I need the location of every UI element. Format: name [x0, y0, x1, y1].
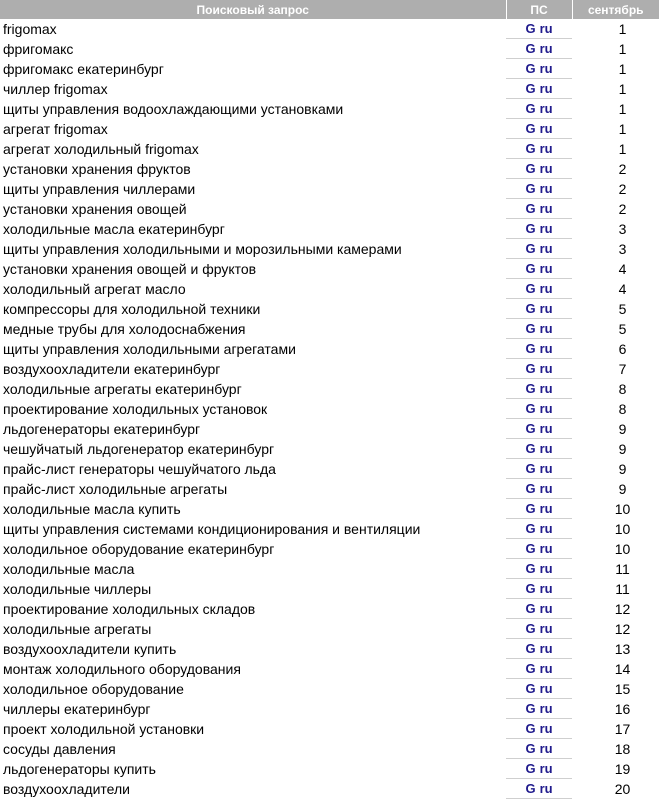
position-cell: 1: [618, 100, 627, 117]
google-icon: G: [525, 741, 536, 756]
position-cell: 4: [618, 260, 627, 277]
google-icon: G: [525, 481, 536, 496]
search-engine-cell: [506, 199, 572, 219]
google-icon: G: [525, 281, 536, 296]
position-cell: 3: [618, 240, 627, 257]
region-label: ru: [539, 361, 553, 376]
google-icon: G: [525, 721, 536, 736]
search-engine-cell: [506, 599, 572, 619]
region-label: ru: [539, 661, 553, 676]
table-header: [0, 0, 659, 19]
search-engine-cell: [506, 159, 572, 179]
search-engine-cell: [506, 439, 572, 459]
search-engine-cell: [506, 19, 572, 39]
google-icon: G: [525, 501, 536, 516]
region-label: ru: [539, 721, 553, 736]
region-label: ru: [539, 541, 553, 556]
header-month: сентябрь: [572, 0, 659, 19]
query-cell: холодильные агрегаты: [3, 620, 152, 637]
query-cell: прайс-лист холодильные агрегаты: [3, 480, 228, 497]
google-icon: G: [525, 41, 536, 56]
query-cell: льдогенераторы купить: [3, 760, 156, 777]
table-row: [0, 639, 659, 659]
search-engine-cell: [506, 379, 572, 399]
table-row: [0, 19, 659, 39]
query-cell: щиты управления системами кондиционирования и вентиляции: [3, 520, 421, 537]
table-row: [0, 539, 659, 559]
table-row: [0, 659, 659, 679]
query-cell: проектирование холодильных установок: [3, 400, 268, 417]
search-engine-cell: [506, 79, 572, 99]
query-cell: холодильные чиллеры: [3, 580, 152, 597]
position-cell: 5: [618, 300, 627, 317]
search-engine-cell: [506, 359, 572, 379]
table-row: [0, 519, 659, 539]
table-row: [0, 159, 659, 179]
region-label: ru: [539, 341, 553, 356]
region-label: ru: [539, 641, 553, 656]
google-icon: G: [525, 61, 536, 76]
google-icon: G: [525, 101, 536, 116]
search-engine-cell: [506, 739, 572, 759]
search-engine-cell: [506, 699, 572, 719]
region-label: ru: [539, 21, 553, 36]
google-icon: G: [525, 641, 536, 656]
google-icon: G: [525, 121, 536, 136]
query-cell: льдогенераторы екатеринбург: [3, 420, 201, 437]
google-icon: G: [525, 401, 536, 416]
query-cell: установки хранения овощей: [3, 200, 187, 217]
region-label: ru: [539, 621, 553, 636]
query-cell: чешуйчатый льдогенератор екатеринбург: [3, 440, 275, 457]
google-icon: G: [525, 361, 536, 376]
query-cell: воздухоохладители купить: [3, 640, 177, 657]
position-cell: 9: [618, 420, 627, 437]
table-row: [0, 79, 659, 99]
search-engine-cell: [506, 319, 572, 339]
position-cell: 20: [614, 780, 631, 797]
query-cell: щиты управления чиллерами: [3, 180, 196, 197]
position-cell: 2: [618, 180, 627, 197]
google-icon: G: [525, 601, 536, 616]
region-label: ru: [539, 741, 553, 756]
position-cell: 11: [615, 580, 630, 597]
search-engine-cell: [506, 219, 572, 239]
table-row: [0, 199, 659, 219]
table-row: [0, 579, 659, 599]
table-row: [0, 499, 659, 519]
search-engine-cell: [506, 399, 572, 419]
query-cell: холодильные агрегаты екатеринбург: [3, 380, 242, 397]
position-cell: 6: [618, 340, 627, 357]
region-label: ru: [539, 61, 553, 76]
position-cell: 10: [614, 520, 631, 537]
table-row: [0, 759, 659, 779]
position-cell: 17: [614, 720, 631, 737]
position-cell: 12: [614, 620, 631, 637]
query-cell: прайс-лист генераторы чешуйчатого льда: [3, 460, 276, 477]
table-row: [0, 59, 659, 79]
query-cell: frigomax: [3, 20, 57, 37]
region-label: ru: [539, 101, 553, 116]
google-icon: G: [525, 261, 536, 276]
query-cell: проектирование холодильных складов: [3, 600, 256, 617]
query-cell: щиты управления холодильными агрегатами: [3, 340, 296, 357]
region-label: ru: [539, 201, 553, 216]
position-cell: 4: [618, 280, 627, 297]
position-cell: 5: [618, 320, 627, 337]
google-icon: G: [525, 381, 536, 396]
google-icon: G: [525, 201, 536, 216]
table-row: [0, 239, 659, 259]
query-cell: агрегат холодильный frigomax: [3, 140, 199, 157]
position-cell: 8: [618, 380, 627, 397]
position-cell: 1: [618, 60, 627, 77]
position-cell: 1: [618, 40, 627, 57]
search-engine-cell: [506, 619, 572, 639]
table-row: [0, 739, 659, 759]
region-label: ru: [539, 521, 553, 536]
position-cell: 1: [618, 80, 627, 97]
table-row: [0, 419, 659, 439]
search-engine-cell: [506, 299, 572, 319]
table-row: [0, 479, 659, 499]
region-label: ru: [539, 501, 553, 516]
google-icon: G: [525, 521, 536, 536]
table-row: [0, 119, 659, 139]
position-cell: 8: [618, 400, 627, 417]
search-engine-cell: [506, 659, 572, 679]
google-icon: G: [525, 541, 536, 556]
search-engine-cell: [506, 459, 572, 479]
table-row: [0, 219, 659, 239]
query-cell: чиллеры екатеринбург: [3, 700, 151, 717]
google-icon: G: [525, 681, 536, 696]
region-label: ru: [539, 41, 553, 56]
position-cell: 9: [618, 460, 627, 477]
google-icon: G: [525, 461, 536, 476]
google-icon: G: [525, 21, 536, 36]
query-cell: фригомакс: [3, 40, 74, 57]
google-icon: G: [525, 761, 536, 776]
table-row: [0, 779, 659, 799]
table-row: [0, 99, 659, 119]
query-cell: компрессоры для холодильной техники: [3, 300, 261, 317]
region-label: ru: [539, 421, 553, 436]
search-engine-cell: [506, 99, 572, 119]
table-row: [0, 559, 659, 579]
table-row: [0, 679, 659, 699]
search-engine-cell: [506, 639, 572, 659]
region-label: ru: [539, 461, 553, 476]
search-engine-cell: [506, 279, 572, 299]
position-cell: 9: [618, 480, 627, 497]
position-cell: 14: [614, 660, 631, 677]
region-label: ru: [539, 481, 553, 496]
table-row: [0, 599, 659, 619]
google-icon: G: [525, 301, 536, 316]
position-cell: 19: [614, 760, 631, 777]
region-label: ru: [539, 261, 553, 276]
region-label: ru: [539, 781, 553, 796]
position-cell: 16: [614, 700, 631, 717]
region-label: ru: [539, 181, 553, 196]
position-cell: 10: [614, 540, 631, 557]
region-label: ru: [539, 701, 553, 716]
position-cell: 10: [614, 500, 631, 517]
google-icon: G: [525, 781, 536, 796]
table-row: [0, 719, 659, 739]
search-engine-cell: [506, 499, 572, 519]
search-engine-cell: [506, 479, 572, 499]
table-row: [0, 299, 659, 319]
google-icon: G: [525, 561, 536, 576]
table-row: [0, 339, 659, 359]
query-cell: щиты управления водоохлаждающими установками: [3, 100, 344, 117]
region-label: ru: [539, 581, 553, 596]
query-cell: фригомакс екатеринбург: [3, 60, 164, 77]
search-engine-cell: [506, 59, 572, 79]
position-cell: 1: [618, 140, 627, 157]
region-label: ru: [539, 81, 553, 96]
query-cell: проект холодильной установки: [3, 720, 205, 737]
region-label: ru: [539, 161, 553, 176]
region-label: ru: [539, 761, 553, 776]
position-cell: 2: [618, 200, 627, 217]
query-cell: сосуды давления: [3, 740, 116, 757]
query-cell: установки хранения овощей и фруктов: [3, 260, 257, 277]
table-row: [0, 319, 659, 339]
region-label: ru: [539, 121, 553, 136]
position-cell: 2: [618, 160, 627, 177]
position-cell: 13: [614, 640, 631, 657]
table-row: [0, 259, 659, 279]
search-engine-cell: [506, 119, 572, 139]
google-icon: G: [525, 341, 536, 356]
table-row: [0, 279, 659, 299]
table-body: [0, 19, 659, 799]
search-engine-cell: [506, 539, 572, 559]
google-icon: G: [525, 241, 536, 256]
search-engine-cell: [506, 779, 572, 799]
query-cell: холодильное оборудование: [3, 680, 184, 697]
position-cell: 9: [618, 440, 627, 457]
header-row: [0, 0, 659, 19]
position-cell: 12: [614, 600, 631, 617]
search-engine-cell: [506, 39, 572, 59]
google-icon: G: [525, 321, 536, 336]
table-row: [0, 699, 659, 719]
position-cell: 3: [618, 220, 627, 237]
table-row: [0, 399, 659, 419]
region-label: ru: [539, 601, 553, 616]
region-label: ru: [539, 281, 553, 296]
table-row: [0, 459, 659, 479]
search-engine-cell: [506, 179, 572, 199]
query-cell: установки хранения фруктов: [3, 160, 191, 177]
search-engine-cell: [506, 559, 572, 579]
google-icon: G: [525, 441, 536, 456]
search-engine-cell: [506, 579, 572, 599]
query-cell: холодильные масла купить: [3, 500, 181, 517]
table-row: [0, 379, 659, 399]
position-cell: 7: [618, 360, 627, 377]
query-cell: монтаж холодильного оборудования: [3, 660, 241, 677]
region-label: ru: [539, 401, 553, 416]
region-label: ru: [539, 141, 553, 156]
google-icon: G: [525, 161, 536, 176]
position-cell: 18: [614, 740, 631, 757]
region-label: ru: [539, 321, 553, 336]
region-label: ru: [539, 441, 553, 456]
search-engine-cell: [506, 339, 572, 359]
query-cell: чиллер frigomax: [3, 80, 108, 97]
google-icon: G: [525, 221, 536, 236]
query-cell: агрегат frigomax: [3, 120, 108, 137]
search-engine-cell: [506, 759, 572, 779]
region-label: ru: [539, 241, 553, 256]
table-row: [0, 179, 659, 199]
region-label: ru: [539, 681, 553, 696]
position-cell: 11: [615, 560, 630, 577]
query-cell: воздухоохладители: [3, 780, 130, 797]
region-label: ru: [539, 381, 553, 396]
search-engine-cell: [506, 239, 572, 259]
query-cell: медные трубы для холодоснабжения: [3, 320, 246, 337]
position-cell: 1: [618, 20, 627, 37]
table-row: [0, 39, 659, 59]
query-cell: холодильные масла: [3, 560, 135, 577]
position-cell: 1: [618, 120, 627, 137]
table-row: [0, 139, 659, 159]
search-engine-cell: [506, 519, 572, 539]
search-engine-cell: [506, 679, 572, 699]
google-icon: G: [525, 701, 536, 716]
search-engine-cell: [506, 259, 572, 279]
google-icon: G: [525, 661, 536, 676]
region-label: ru: [539, 221, 553, 236]
region-label: ru: [539, 561, 553, 576]
query-cell: холодильный агрегат масло: [3, 280, 186, 297]
table-row: [0, 439, 659, 459]
query-cell: щиты управления холодильными и морозильными камерами: [3, 240, 402, 257]
header-search-engine: ПС: [506, 0, 572, 19]
table-row: [0, 359, 659, 379]
google-icon: G: [525, 181, 536, 196]
google-icon: G: [525, 141, 536, 156]
search-engine-cell: [506, 419, 572, 439]
search-engine-cell: [506, 139, 572, 159]
google-icon: G: [525, 81, 536, 96]
google-icon: G: [525, 621, 536, 636]
query-cell: воздухоохладители екатеринбург: [3, 360, 221, 377]
region-label: ru: [539, 301, 553, 316]
position-cell: 15: [614, 680, 631, 697]
table-row: [0, 619, 659, 639]
search-engine-cell: [506, 719, 572, 739]
header-query: Поисковый запрос: [0, 0, 506, 19]
query-cell: холодильные масла екатеринбург: [3, 220, 225, 237]
google-icon: G: [525, 581, 536, 596]
query-cell: холодильное оборудование екатеринбург: [3, 540, 275, 557]
google-icon: G: [525, 421, 536, 436]
